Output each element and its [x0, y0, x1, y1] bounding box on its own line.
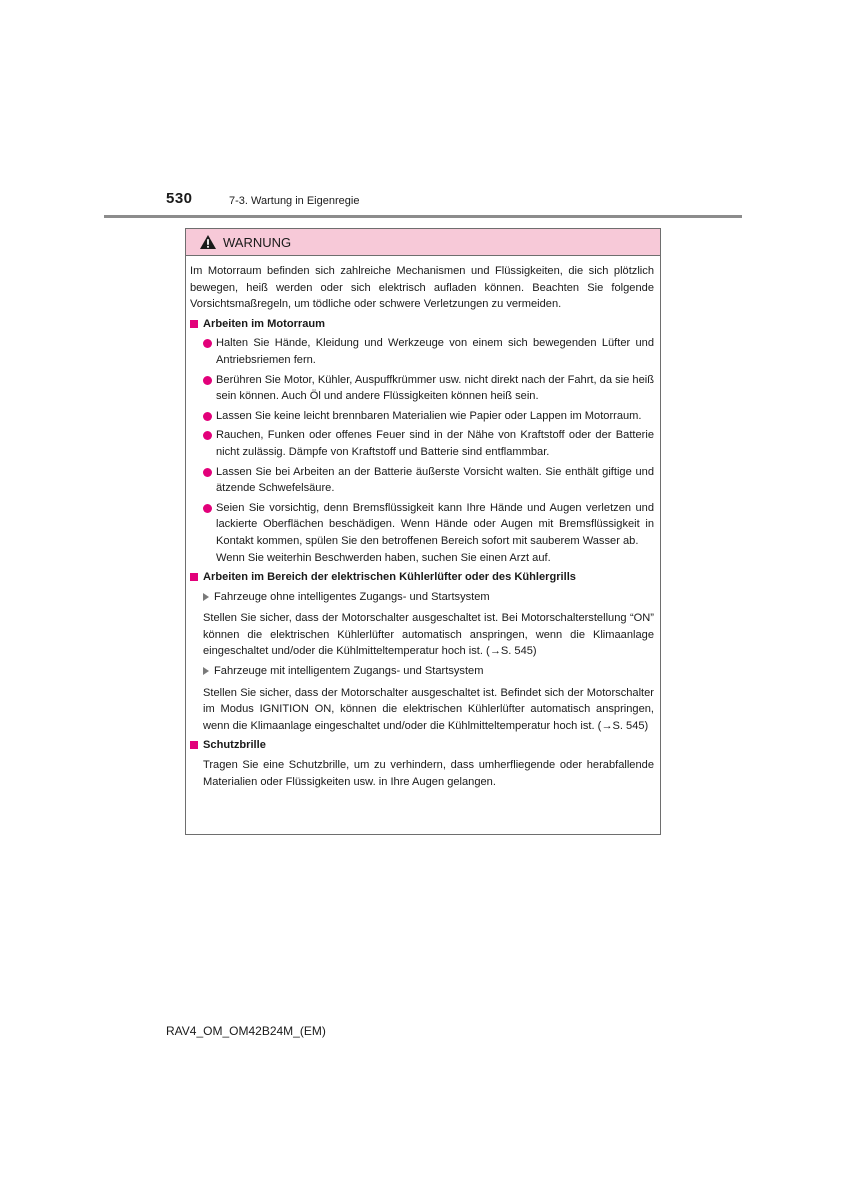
- page-header: [0, 190, 848, 220]
- warning-header: [186, 229, 660, 256]
- paragraph: Tragen Sie eine Schutzbrille, um zu verhindern, dass umherfliegende oder herabfallende Materialien oder Flüssigkeiten usw. in Ihre Augen gelangen.: [203, 759, 654, 788]
- subheading: Fahrzeuge mit intelligentem Zugangs- und Startsystem: [190, 663, 654, 680]
- section-title: 7-3. Wartung in Eigenregie: [229, 195, 360, 207]
- round-bullet-icon: [203, 339, 212, 348]
- square-bullet-icon: [190, 320, 198, 328]
- round-bullet-icon: [203, 376, 212, 385]
- header-divider: [104, 215, 742, 218]
- round-bullet-icon: [203, 468, 212, 477]
- warning-box: [185, 228, 661, 835]
- section-heading-safety-glasses: Schutzbrille: [190, 737, 654, 754]
- document-code: RAV4_OM_OM42B24M_(EM): [166, 1024, 326, 1038]
- list-item: Rauchen, Funken oder offenes Feuer sind in der Nähe von Kraftstoff oder der Batterie nicht zulässig. Dämpfe von Kraftstoff und Batterie sind entflammbar.: [190, 427, 654, 460]
- round-bullet-icon: [203, 412, 212, 421]
- list-item-extra: Wenn Sie weiterhin Beschwerden haben, suchen Sie einen Arzt auf.: [216, 551, 551, 564]
- paragraph: Stellen Sie sicher, dass der Motorschalter ausgeschaltet ist. Bei Motorschalterstellung “ON” können die elektrischen Kühlerlüfter automatisch anspringen, wenn die Klimaanlage eingeschaltet und/oder die Kühlmitteltemperatur hoch ist. (→S. 545): [203, 612, 654, 658]
- list-item: Berühren Sie Motor, Kühler, Auspuffkrümmer usw. nicht direkt nach der Fahrt, da sie heiß sein können. Auch Öl und andere Flüssigkeiten können heiß sein.: [190, 372, 654, 405]
- list-item: [190, 500, 654, 566]
- warning-body: [186, 256, 660, 790]
- triangle-marker-icon: [203, 667, 209, 675]
- section-heading-engine-room: Arbeiten im Motorraum: [190, 316, 654, 333]
- warning-title: WARNUNG: [223, 234, 292, 250]
- list-item: Halten Sie Hände, Kleidung und Werkzeuge von einem sich bewegenden Lüfter und Antriebsriemen fern.: [190, 335, 654, 368]
- triangle-marker-icon: [203, 593, 209, 601]
- list-item: Lassen Sie bei Arbeiten an der Batterie äußerste Vorsicht walten. Sie enthält giftige und ätzende Schwefelsäure.: [190, 464, 654, 497]
- warning-intro: Im Motorraum befinden sich zahlreiche Mechanismen und Flüssigkeiten, die sich plötzlich bewegen, heiß werden oder sich elektrisch aufladen können. Beachten Sie folgende Vorsichtsmaßregeln, um tödliche oder schwere Verletzungen zu vermeiden.: [190, 265, 654, 311]
- round-bullet-icon: [203, 431, 212, 440]
- warning-triangle-icon: [199, 234, 217, 250]
- list-item-text: Seien Sie vorsichtig, denn Bremsflüssigkeit kann Ihre Hände und Augen verletzen und lackierte Oberflächen beschädigen. Wenn Hände oder Augen mit Bremsflüssigkeit in Kontakt kommen, spülen Sie den betroffenen Bereich sofort mit sauberem Wasser ab.: [216, 501, 654, 547]
- paragraph: Stellen Sie sicher, dass der Motorschalter ausgeschaltet ist. Befindet sich der Motorschalter im Modus IGNITION ON, können die elektrischen Kühlerlüfter automatisch anspringen, wenn die Klimaanlage eingeschaltet und/oder die Kühlmitteltemperatur hoch ist. (→S. 545): [203, 686, 654, 732]
- subheading: Fahrzeuge ohne intelligentes Zugangs- und Startsystem: [190, 589, 654, 606]
- page-number: 530: [166, 190, 193, 207]
- square-bullet-icon: [190, 741, 198, 749]
- section-heading-radiator-fans: Arbeiten im Bereich der elektrischen Kühlerlüfter oder des Kühlergrills: [190, 569, 654, 586]
- list-item: Lassen Sie keine leicht brennbaren Materialien wie Papier oder Lappen im Motorraum.: [190, 408, 654, 425]
- round-bullet-icon: [203, 504, 212, 513]
- square-bullet-icon: [190, 573, 198, 581]
